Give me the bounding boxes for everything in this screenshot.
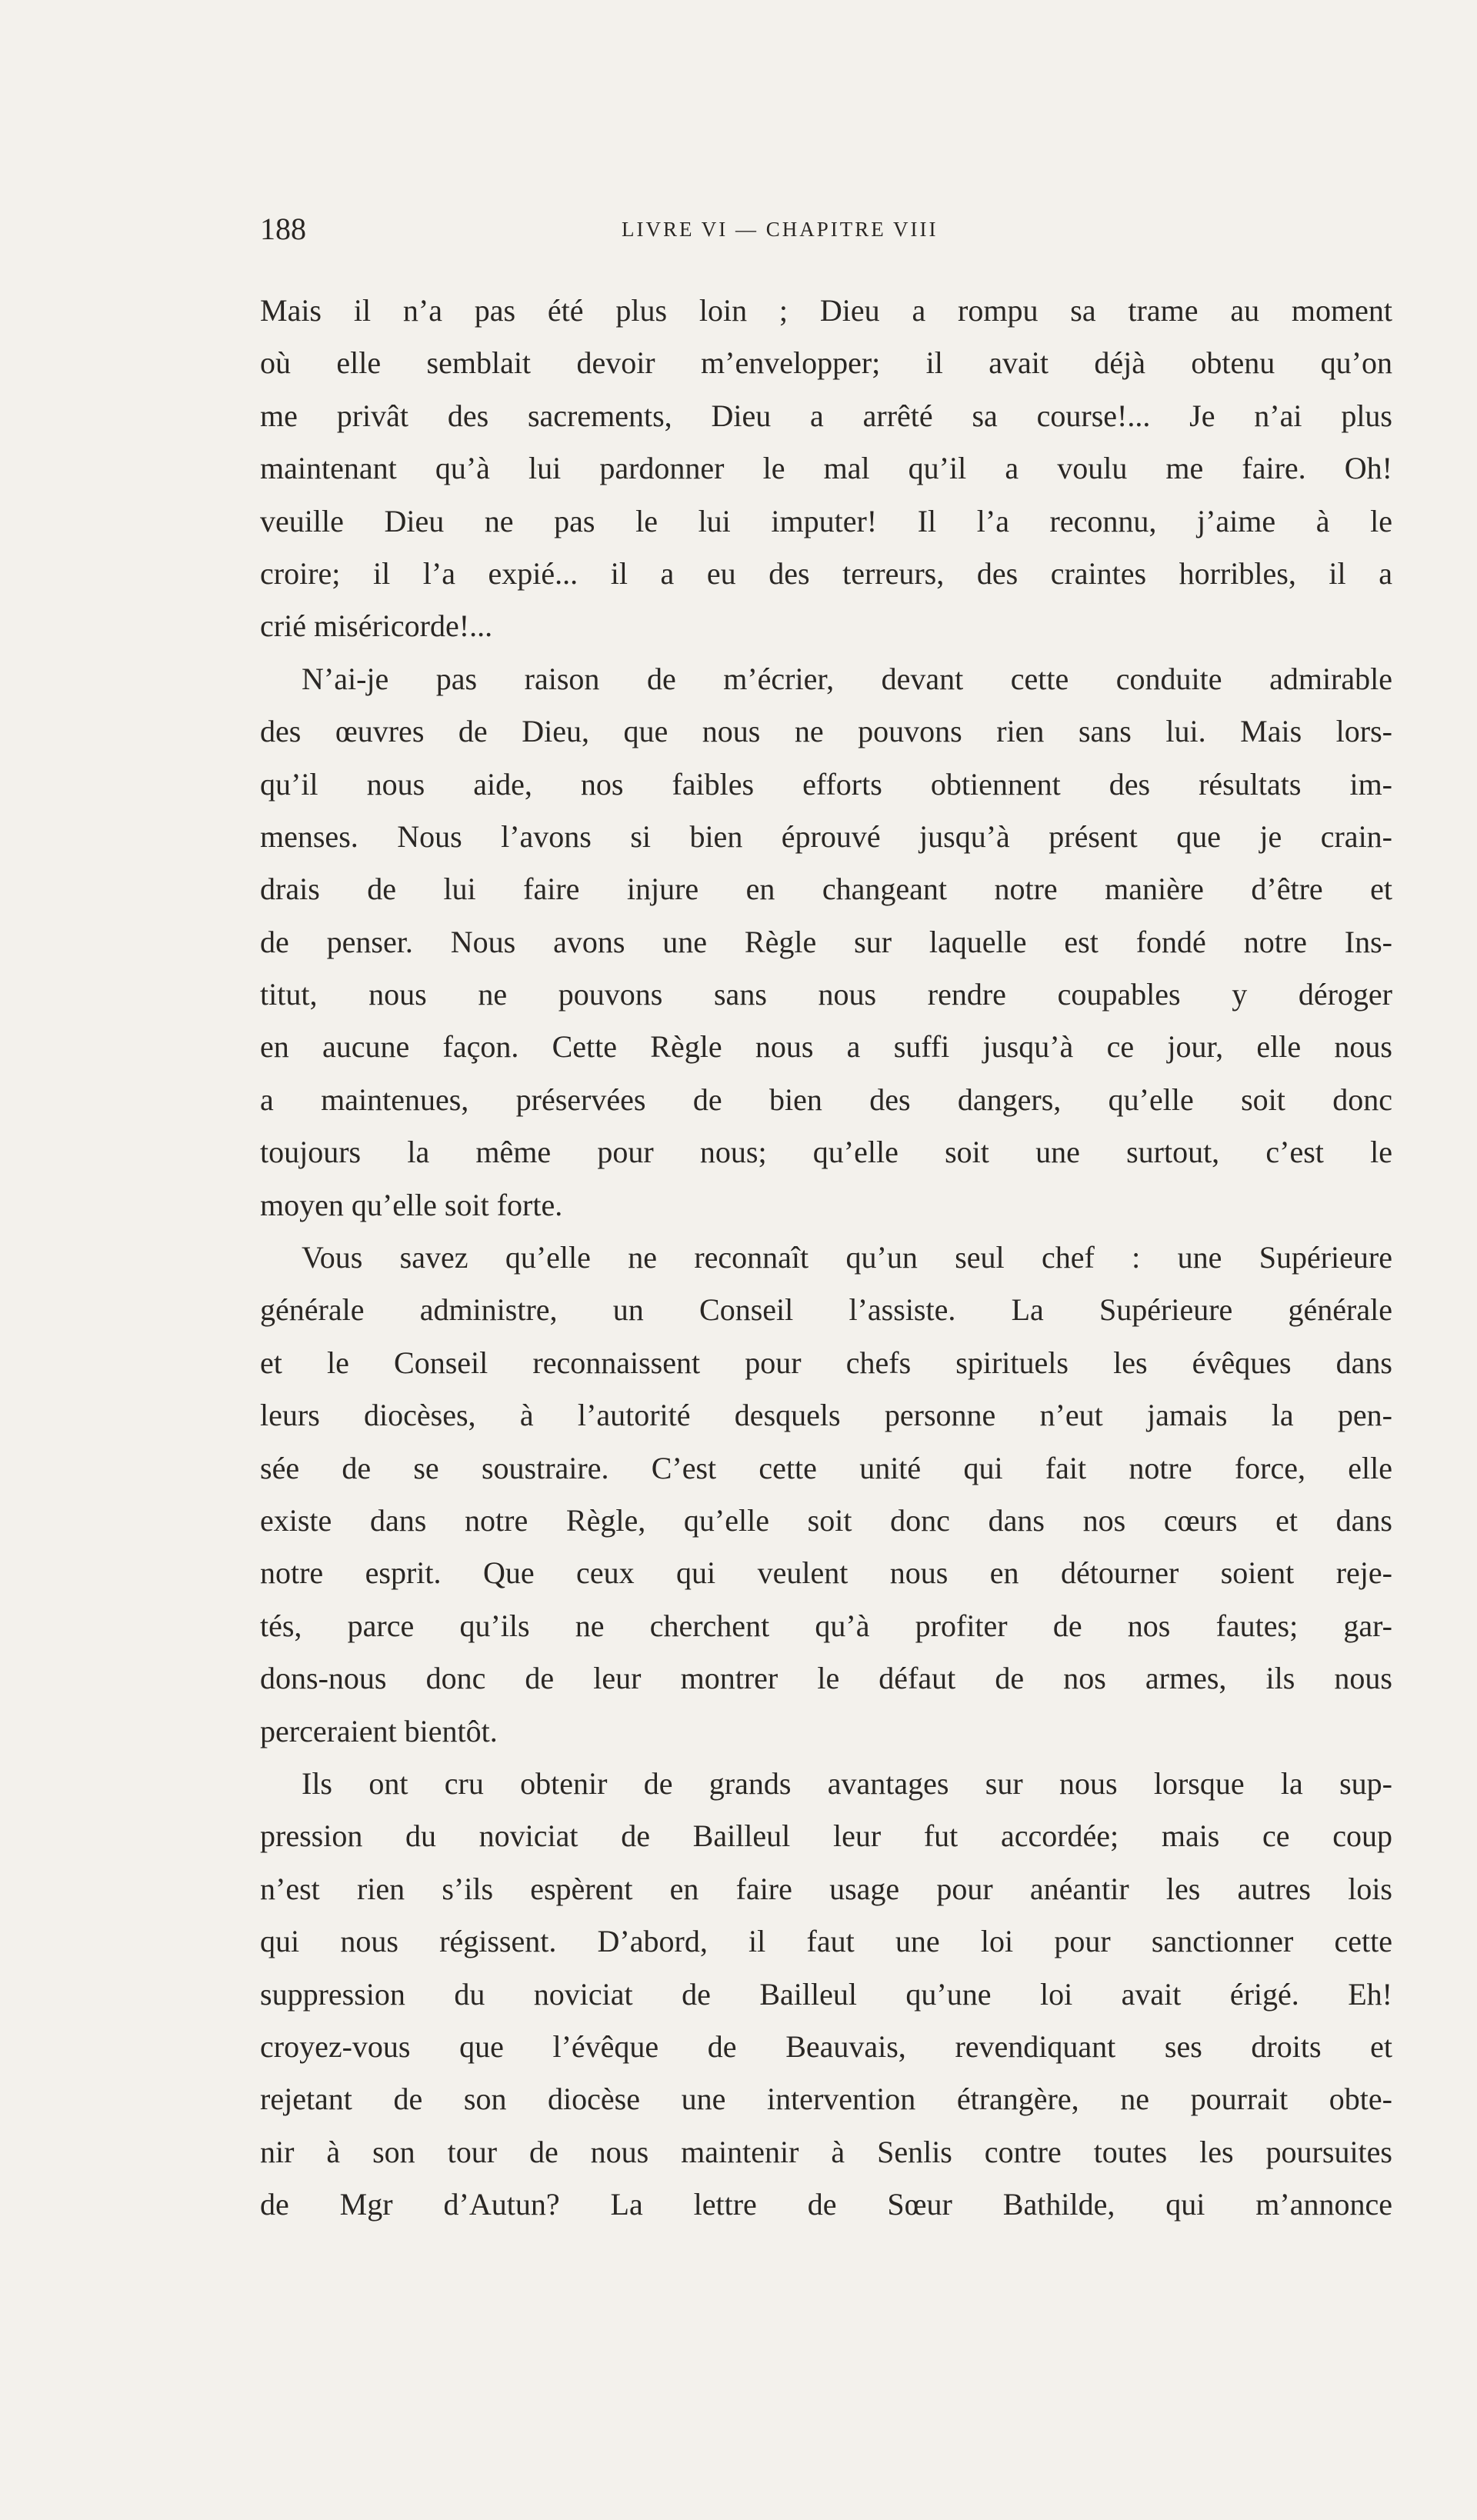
text-line: toujours la même pour nous; qu’elle soit une surtout, c’est le: [260, 1135, 1392, 1170]
text-line: croire; il l’a expié... il a eu des terreurs, des craintes horribles, il a: [260, 555, 1392, 591]
text-line: perceraient bientôt.: [260, 1713, 498, 1748]
text-line: de Mgr d’Autun? La lettre de Sœur Bathilde, qui m’annonce: [260, 2187, 1392, 2222]
text-line: N’ai-je pas raison de m’écrier, devant cette conduite admirable: [302, 661, 1392, 696]
text-line: maintenant qu’à lui pardonner le mal qu’il a voulu me faire. Oh!: [260, 451, 1392, 486]
text-line: des œuvres de Dieu, que nous ne pouvons rien sans lui. Mais lors-: [260, 714, 1392, 749]
text-line: Mais il n’a pas été plus loin ; Dieu a rompu sa trame au moment: [260, 293, 1392, 328]
text-line: existe dans notre Règle, qu’elle soit donc dans nos cœurs et dans: [260, 1502, 1392, 1538]
text-line: n’est rien s’ils espèrent en faire usage pour anéantir les autres lois: [260, 1871, 1392, 1906]
text-line: Vous savez qu’elle ne reconnaît qu’un seul chef : une Supérieure: [302, 1240, 1392, 1275]
text-line: pression du noviciat de Bailleul leur fut accordée; mais ce coup: [260, 1818, 1392, 1854]
text-line: titut, nous ne pouvons sans nous rendre coupables y déroger: [260, 977, 1392, 1012]
text-line: notre esprit. Que ceux qui veulent nous en détourner soient reje-: [260, 1555, 1392, 1591]
body-text: [260, 285, 1392, 2231]
page-number: 188: [260, 212, 306, 246]
text-line: veuille Dieu ne pas le lui imputer! Il l’a reconnu, j’aime à le: [260, 503, 1392, 538]
text-line: qui nous régissent. D’abord, il faut une loi pour sanctionner cette: [260, 1924, 1392, 1959]
text-line: drais de lui faire injure en changeant notre manière d’être et: [260, 872, 1392, 907]
text-line: Ils ont cru obtenir de grands avantages sur nous lorsque la sup-: [302, 1765, 1392, 1801]
text-line: rejetant de son diocèse une intervention étrangère, ne pourrait obte-: [260, 2082, 1392, 2117]
text-line: générale administre, un Conseil l’assiste. La Supérieure générale: [260, 1292, 1392, 1328]
text-line: menses. Nous l’avons si bien éprouvé jusqu’à présent que je crain-: [260, 818, 1392, 854]
text-line: tés, parce qu’ils ne cherchent qu’à profiter de nos fautes; gar-: [260, 1608, 1392, 1643]
text-line: crié miséricorde!...: [260, 608, 493, 644]
running-head: LIVRE VI — CHAPITRE VIII: [622, 218, 939, 241]
text-line: suppression du noviciat de Bailleul qu’une loi avait érigé. Eh!: [260, 1976, 1392, 2012]
text-line: croyez-vous que l’évêque de Beauvais, revendiquant ses droits et: [260, 2028, 1392, 2064]
text-line: de penser. Nous avons une Règle sur laquelle est fondé notre Ins-: [260, 924, 1392, 959]
text-line: où elle semblait devoir m’envelopper; il avait déjà obtenu qu’on: [260, 345, 1392, 381]
text-line: me privât des sacrements, Dieu a arrêté sa course!... Je n’ai plus: [260, 398, 1392, 433]
page-header: [260, 206, 1037, 252]
text-line: dons-nous donc de leur montrer le défaut de nos armes, ils nous: [260, 1661, 1392, 1696]
text-line: a maintenues, préservées de bien des dangers, qu’elle soit donc: [260, 1082, 1392, 1117]
text-line: et le Conseil reconnaissent pour chefs spirituels les évêques dans: [260, 1345, 1392, 1380]
text-line: moyen qu’elle soit forte.: [260, 1187, 563, 1222]
text-line: qu’il nous aide, nos faibles efforts obtiennent des résultats im-: [260, 766, 1392, 802]
text-line: nir à son tour de nous maintenir à Senlis contre toutes les poursuites: [260, 2134, 1392, 2169]
text-line: en aucune façon. Cette Règle nous a suffi jusqu’à ce jour, elle nous: [260, 1029, 1392, 1065]
text-line: leurs diocèses, à l’autorité desquels personne n’eut jamais la pen-: [260, 1398, 1392, 1433]
text-line: sée de se soustraire. C’est cette unité qui fait notre force, elle: [260, 1450, 1392, 1485]
